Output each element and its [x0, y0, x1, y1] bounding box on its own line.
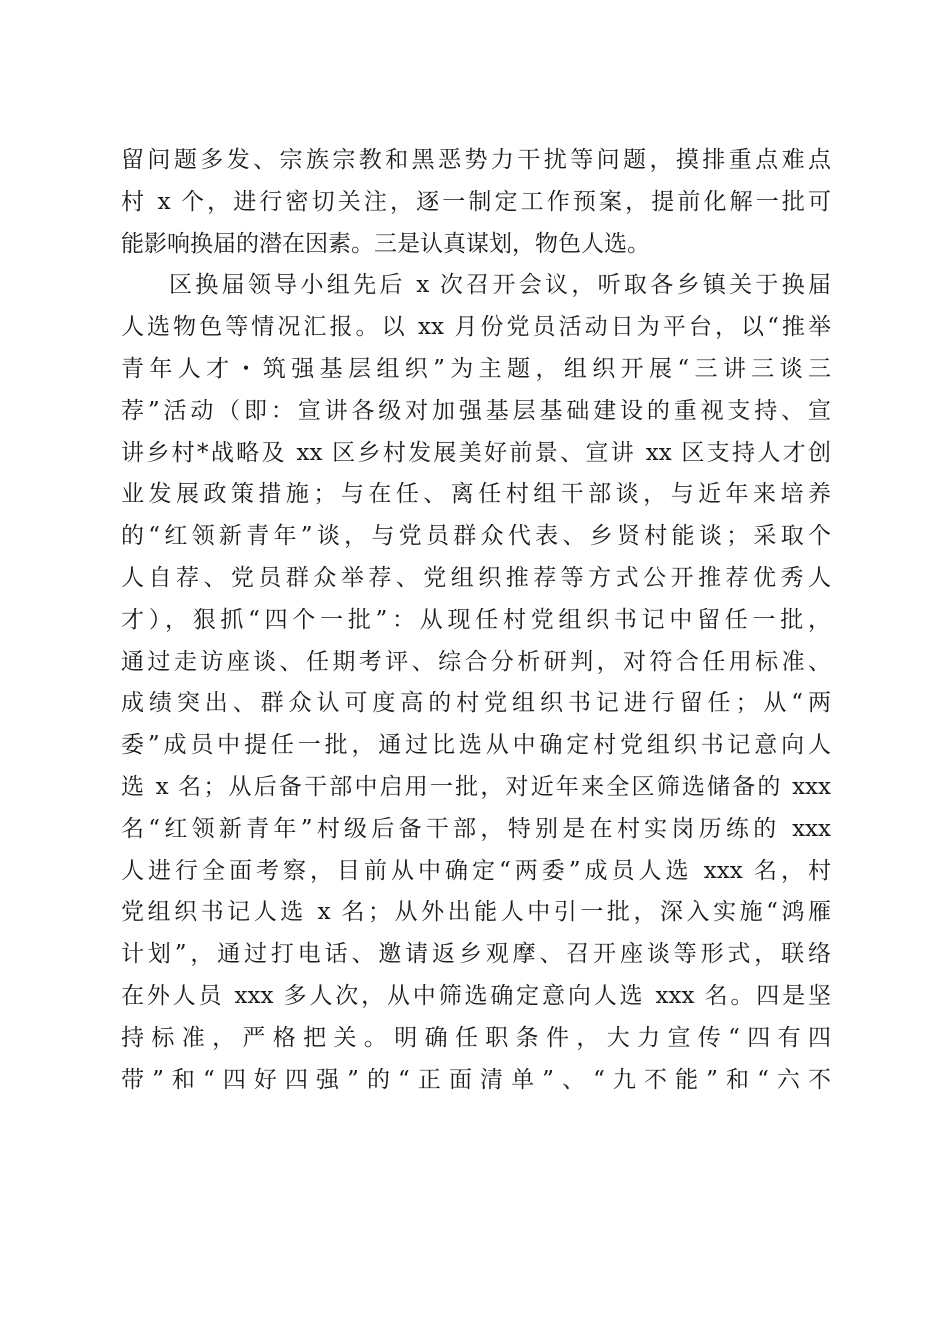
- text-line: 人进行全面考察，目前从中确定“两委”成员人选 xxx 名，村: [121, 857, 831, 884]
- text-line: 带”和“四好四强”的“正面清单”、“九不能”和“六不: [121, 1066, 831, 1093]
- text-line: 在外人员 xxx 多人次，从中筛选确定意向人选 xxx 名。四是坚: [121, 982, 831, 1009]
- text-line: 荐”活动（即：宣讲各级对加强基层基础建设的重视支持、宣: [121, 397, 831, 424]
- text-line: 人自荐、党员群众举荐、党组织推荐等方式公开推荐优秀人: [121, 564, 831, 591]
- text-line: 成绩突出、群众认可度高的村党组织书记进行留任；从“两: [121, 690, 831, 717]
- text-line: 业发展政策措施；与在任、离任村组干部谈，与近年来培养: [121, 481, 831, 508]
- text-line: 的“红领新青年”谈，与党员群众代表、乡贤村能谈；采取个: [121, 523, 831, 550]
- text-line: 留问题多发、宗族宗教和黑恶势力干扰等问题，摸排重点难点: [121, 147, 831, 173]
- text-line: 能影响换届的潜在因素。三是认真谋划，物色人选。: [121, 230, 650, 257]
- text-line: 通过走访座谈、任期考评、综合分析研判，对符合任用标准、: [121, 648, 831, 675]
- text-line: 讲乡村*战略及 xx 区乡村发展美好前景、宣讲 xx 区支持人才创: [121, 439, 831, 466]
- text-line: 人选物色等情况汇报。以 xx 月份党员活动日为平台，以“推举: [121, 314, 831, 341]
- text-line: 村 x 个，进行密切关注，逐一制定工作预案，提前化解一批可: [121, 188, 831, 215]
- text-line: 持标准，严格把关。明确任职条件，大力宣传“四有四: [121, 1024, 831, 1051]
- text-line: 计划”，通过打电话、邀请返乡观摩、召开座谈等形式，联络: [121, 941, 831, 968]
- text-line: 才），狠抓“四个一批”：从现任村党组织书记中留任一批，: [121, 606, 831, 633]
- text-line: 青年人才・筑强基层组织”为主题，组织开展“三讲三谈三: [121, 355, 831, 382]
- text-line: 党组织书记人选 x 名；从外出能人中引一批，深入实施“鸿雁: [121, 899, 831, 926]
- text-line: 委”成员中提任一批，通过比选从中确定村党组织书记意向人: [121, 732, 831, 759]
- text-line: 名“红领新青年”村级后备干部，特别是在村实岗历练的 xxx: [121, 815, 831, 842]
- text-line: 选 x 名；从后备干部中启用一批，对近年来全区筛选储备的 xxx: [121, 773, 831, 800]
- text-line: 区换届领导小组先后 x 次召开会议，听取各乡镇关于换届: [169, 272, 831, 299]
- body-text: [121, 140, 831, 1101]
